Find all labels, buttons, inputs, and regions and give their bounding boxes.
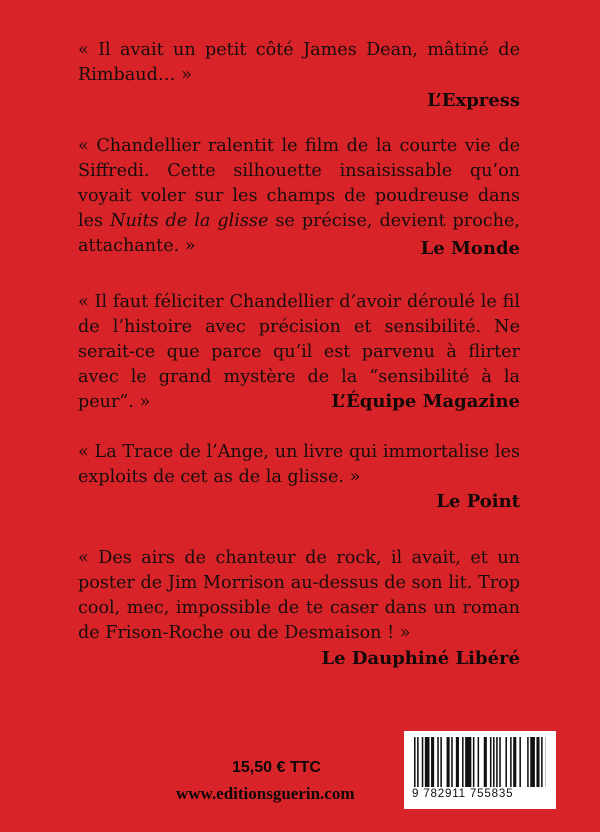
barcode-bar xyxy=(513,737,516,787)
quote-source-le-monde: Le Monde xyxy=(420,238,520,259)
barcode-bar xyxy=(425,737,430,787)
barcode-bar xyxy=(462,737,464,787)
barcode-icon xyxy=(414,737,546,787)
barcode-bar xyxy=(505,737,507,787)
quote-source-le-point: Le Point xyxy=(436,491,520,512)
quote-text: « Chandellier ralentit le film de la courte vie de Siffredi. Cette silhouette insaisissable qu’on voyait voler sur les champs de poudreuse dans les xyxy=(78,136,520,231)
barcode-bar xyxy=(496,737,498,787)
barcode-bar xyxy=(530,737,535,787)
quote-italic-title: Nuits de la glisse xyxy=(110,211,269,231)
quote-text: « Des airs de chanteur de rock, il avait, et un poster de Jim Morrison au-dessus de son lit. Trop cool, mec, impossible de te caser dans un roman de Frison-Roche ou de Desmaison ! » xyxy=(78,548,520,643)
review-quote-le-point xyxy=(78,440,520,490)
review-quote-dauphine xyxy=(78,546,520,646)
barcode-bar xyxy=(493,737,495,787)
barcode-bar xyxy=(541,737,543,787)
quote-text-end: se précise, devient proche, attachante. » xyxy=(78,211,520,256)
barcode-bar xyxy=(499,737,501,787)
quote-source-express: L’Express xyxy=(427,90,520,111)
barcode-bar xyxy=(417,737,419,787)
barcode-bar xyxy=(447,737,450,787)
barcode-bar xyxy=(484,737,487,787)
quote-text: « Il avait un petit côté James Dean, mâtiné de Rimbaud… » xyxy=(78,40,520,85)
quote-source-equipe: L’Équipe Magazine xyxy=(331,391,520,412)
barcode-bar xyxy=(510,737,512,787)
barcode-bar xyxy=(490,737,492,787)
quote-text: « La Trace de l’Ange, un livre qui immortalise les exploits de cet as de la glisse. » xyxy=(78,442,520,487)
quote-source-dauphine: Le Dauphiné Libéré xyxy=(321,648,520,669)
price-label: 15,50 € TTC xyxy=(232,759,321,776)
barcode-digits: 9 782911 755835 xyxy=(412,787,514,800)
barcode-bar xyxy=(422,737,424,787)
review-quote-express xyxy=(78,38,520,88)
barcode-bar xyxy=(456,737,459,787)
barcode-bar xyxy=(414,737,416,787)
barcode-bar xyxy=(431,737,434,787)
barcode-bar xyxy=(451,737,453,787)
barcode-bar xyxy=(440,737,442,787)
barcode-bar xyxy=(437,737,439,787)
barcode-bar xyxy=(519,737,521,787)
barcode-bar xyxy=(536,737,539,787)
barcode-bar xyxy=(478,737,480,787)
publisher-website: www.editionsguerin.com xyxy=(176,784,355,803)
barcode-bar xyxy=(527,737,529,787)
barcode-bar xyxy=(473,737,475,787)
isbn-barcode-panel xyxy=(404,731,556,809)
barcode-bar xyxy=(465,737,471,787)
quote-text: « Il faut féliciter Chandellier d’avoir déroulé le fil de l’histoire avec précision et sensibilité. Ne serait-ce que parce qu’il est parvenu à flirter avec le grand mystère de la “sensibilité à la peur”. » xyxy=(78,292,520,412)
